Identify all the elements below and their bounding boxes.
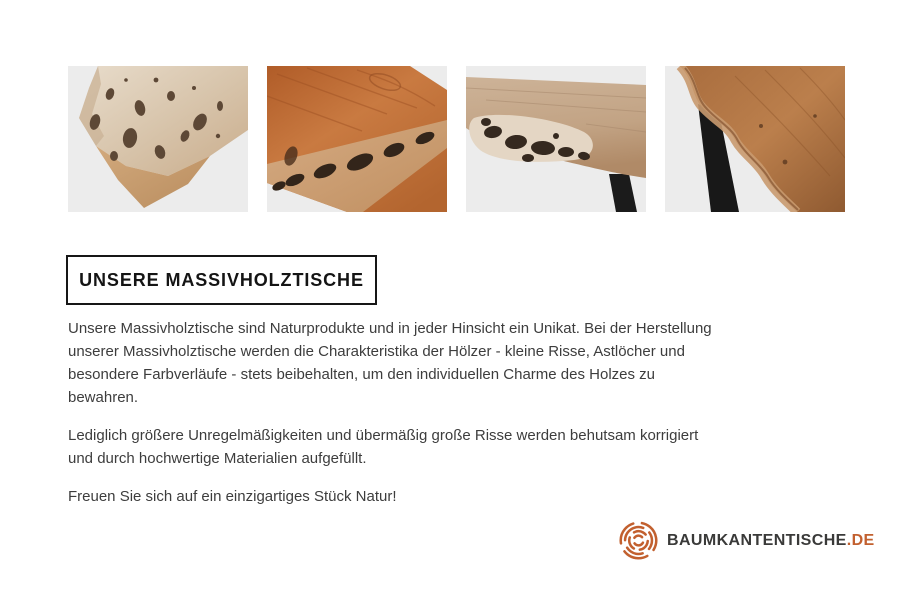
gallery-image-4[interactable] (665, 66, 845, 212)
section-body-text (68, 317, 858, 523)
text-line: Unsere Massivholztische sind Naturprodukte und in jeder Hinsicht ein Unikat. Bei der Herstellung (68, 320, 712, 337)
paragraph-2 (68, 424, 858, 470)
brand-name-tld: .DE (846, 531, 875, 549)
wood-photo-3-illustration (466, 66, 646, 212)
wood-photo-2-illustration (267, 66, 447, 212)
wood-photo-4-illustration (665, 66, 845, 212)
product-image-gallery (68, 66, 845, 212)
section-title: UNSERE MASSIVHOLZTISCHE (79, 269, 364, 290)
paragraph-3 (68, 485, 858, 508)
paragraph-1 (68, 317, 858, 409)
brand-logo[interactable] (619, 521, 875, 560)
text-line: Lediglich größere Unregelmäßigkeiten und übermäßig große Risse werden behutsam korrigiert (68, 427, 699, 444)
gallery-image-1[interactable] (68, 66, 248, 212)
text-line: besondere Farbverläufe - stets beibehalten, um den individuellen Charme des Holzes zu (68, 366, 655, 383)
gallery-image-2[interactable] (267, 66, 447, 212)
wood-photo-1-illustration (68, 66, 248, 212)
section-heading-box (66, 255, 377, 305)
tree-rings-icon (619, 521, 658, 560)
text-line: und durch hochwertige Materialien aufgefüllt. (68, 450, 367, 467)
text-line: bewahren. (68, 389, 139, 406)
text-line: Freuen Sie sich auf ein einzigartiges Stück Natur! (68, 488, 397, 505)
brand-name-main: BAUMKANTENTISCHE (667, 531, 847, 549)
text-line: unserer Massivholztische werden die Charakteristika der Hölzer - kleine Risse, Astlöcher und (68, 343, 685, 360)
gallery-image-3[interactable] (466, 66, 646, 212)
brand-name (667, 532, 875, 550)
